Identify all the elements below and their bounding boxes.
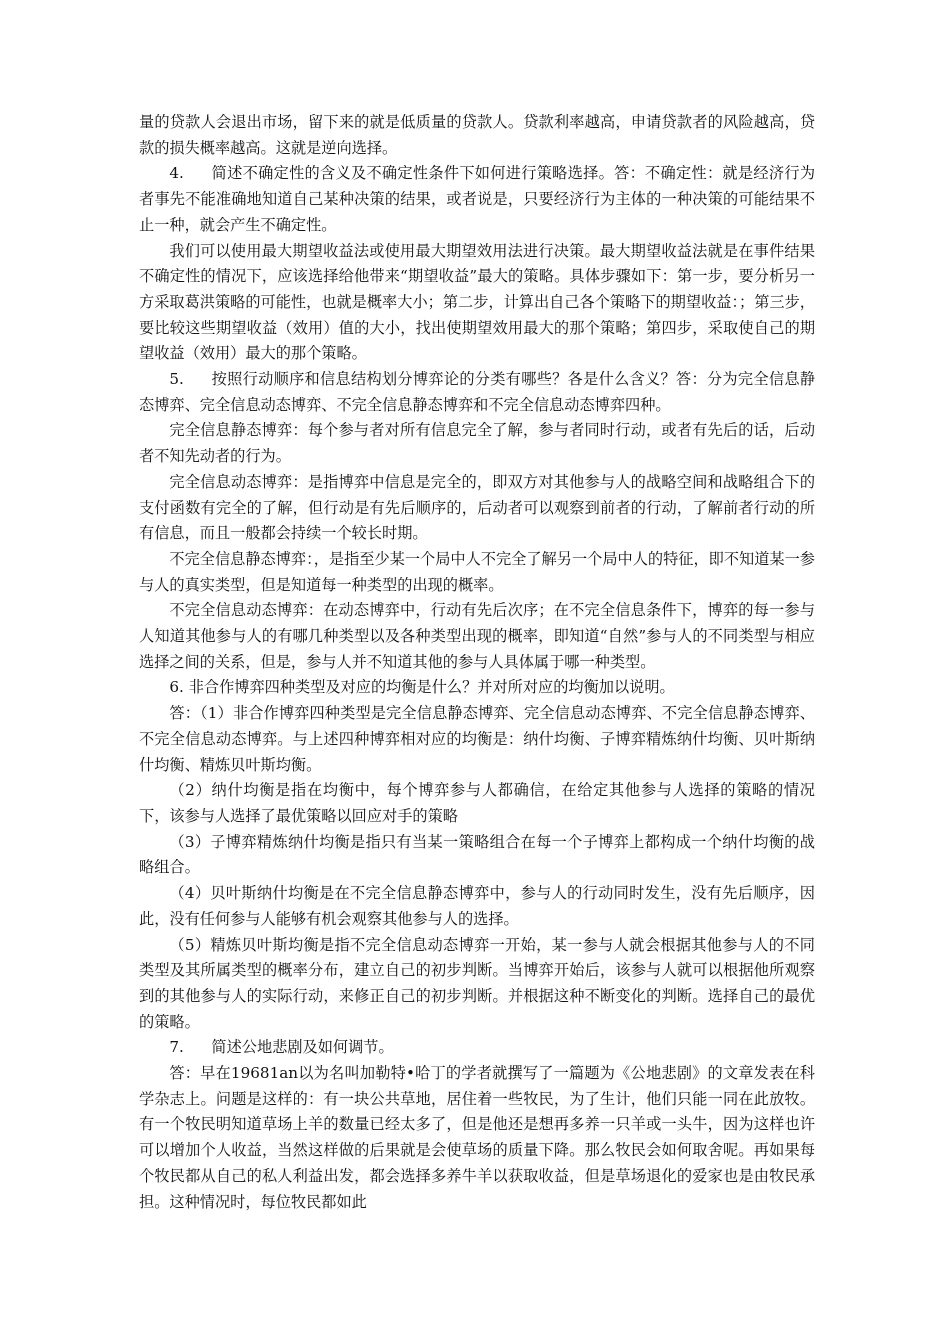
question-number: 4. xyxy=(169,164,184,183)
question-number: 5. xyxy=(169,370,184,389)
question-5-dynamic-complete: 完全信息动态博弈：是指博弈中信息是完全的，即双方对其他参与人的战略空间和战略组合下的支付函数有完全的了解，但行动是有先后顺序的，后动者可以观察到前者的行动，了解前者行动的所有信息，而且一般都会持续一个较长时期。 xyxy=(139,472,815,543)
question-text: 按照行动顺序和信息结构划分博弈论的分类有哪些？各是什么含义？答：分为完全信息静态博弈、完全信息动态博弈、不完全信息静态博弈和不完全信息动态博弈四种。 xyxy=(139,370,815,414)
question-7 xyxy=(139,1035,815,1061)
question-7-answer: 答：早在19681an以为名叫加勒特•哈丁的学者就撰写了一篇题为《公地悲剧》的文章发表在科学杂志上。问题是这样的：有一块公共草地，居住着一些牧民，为了生计，他们只能一同在此放牧。有一个牧民明知道草场上羊的数量已经太多了，但是他还是想再多养一只羊或一头牛，因为这样也许可以增加个人收益，当然这样做的后果就是会使草场的质量下降。那么牧民会如何取舍呢。再如果每个牧民都从自己的私人利益出发，都会选择多养牛羊以获取收益，但是草场退化的爱家也是由牧民承担。这种情况时，每位牧民都如此 xyxy=(139,1064,815,1211)
paragraph-continuation: 量的贷款人会退出市场，留下来的就是低质量的贷款人。贷款利率越高，申请贷款者的风险越高，贷款的损失概率越高。这就是逆向选择。 xyxy=(139,113,815,157)
question-6-answer-2: （2）纳什均衡是指在均衡中，每个博弈参与人都确信，在给定其他参与人选择的策略的情况下，该参与人选择了最优策略以回应对手的策略 xyxy=(139,781,815,825)
question-5-static-complete: 完全信息静态博弈：每个参与者对所有信息完全了解，参与者同时行动，或者有先后的话，后动者不知先动者的行为。 xyxy=(139,421,815,466)
document-page xyxy=(139,110,815,1215)
question-4-method: 我们可以使用最大期望收益法或使用最大期望效用法进行决策。最大期望收益法就是在事件结果不确定性的情况下，应该选择给他带来“期望收益”最大的策略。具体步骤如下：第一步，要分析另一方采取葛洪策略的可能性，也就是概率大小；第二步，计算出自己各个策略下的期望收益：；第三步，要比较这些期望收益（效用）值的大小，找出使期望效用最大的那个策略；第四步，采取使自己的期望收益（效用）最大的那个策略。 xyxy=(139,241,815,363)
question-text: 简述不确定性的含义及不确定性条件下如何进行策略选择。答：不确定性：就是经济行为者事先不能准确地知道自己某种决策的结果，或者说是，只要经济行为主体的一种决策的可能结果不止一种，就会产生不确定性。 xyxy=(139,164,815,234)
question-6-answer-4: （4）贝叶斯纳什均衡是在不完全信息静态博弈中，参与人的行动同时发生，没有先后顺序，因此，没有任何参与人能够有机会观察其他参与人的选择。 xyxy=(139,884,815,928)
question-6-answer-3: （3）子博弈精炼纳什均衡是指只有当某一策略组合在每一个子博弈上都构成一个纳什均衡的战略组合。 xyxy=(139,832,815,877)
question-text: 简述公地悲剧及如何调节。 xyxy=(211,1038,394,1057)
question-5 xyxy=(139,367,815,418)
question-5-static-incomplete: 不完全信息静态博弈：，是指至少某一个局中人不完全了解另一个局中人的特征，即不知道某一参与人的真实类型，但是知道每一种类型的出现的概率。 xyxy=(139,549,815,594)
question-4 xyxy=(139,161,815,238)
question-6: 6. 非合作博弈四种类型及对应的均衡是什么？并对所对应的均衡加以说明。 xyxy=(169,678,675,697)
question-number: 7. xyxy=(169,1038,184,1057)
question-6-answer-5: （5）精炼贝叶斯均衡是指不完全信息动态博弈一开始，某一参与人就会根据其他参与人的不同类型及其所属类型的概率分布，建立自己的初步判断。当博弈开始后，该参与人就可以根据他所观察到的其他参与人的实际行动，来修正自己的初步判断。并根据这种不断变化的判断。选择自己的最优的策略。 xyxy=(139,935,815,1031)
question-6-answer-1: 答：（1）非合作博弈四种类型是完全信息静态博弈、完全信息动态博弈、不完全信息静态博弈、不完全信息动态博弈。与上述四种博弈相对应的均衡是：纳什均衡、子博弈精炼纳什均衡、贝叶斯纳什均衡、精炼贝叶斯均衡。 xyxy=(139,704,815,774)
question-5-dynamic-incomplete: 不完全信息动态博弈：在动态博弈中，行动有先后次序；在不完全信息条件下，博弈的每一参与人知道其他参与人的有哪几种类型以及各种类型出现的概率，即知道“自然”参与人的不同类型与相应选择之间的关系，但是，参与人并不知道其他的参与人具体属于哪一种类型。 xyxy=(139,601,815,671)
